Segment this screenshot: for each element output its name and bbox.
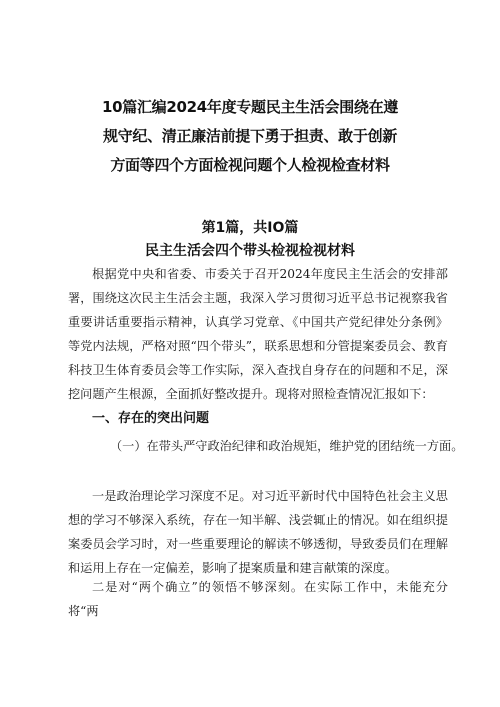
document-title-line-1: 10篇汇编2024年度专题民主生活会围绕在遵 xyxy=(101,98,399,116)
part-title: 民主生活会四个带头检视检视材料 xyxy=(145,243,355,259)
sub-heading: （一）在带头严守政治纪律和政治规矩，维护党的团结统一方面。 xyxy=(110,439,464,453)
intro-paragraph: 根据党中央和省委、市委关于召开2024年度民主生活会的安排部署，围绕这次民主生活会主题，我深入学习贯彻习近平总书记视察我省重要讲话重要指示精神，认真学习党章、《中国共产党纪律处分条例》等党内法规，严格对照“四个带头”，联系思想和分管提案委员会、教育科技卫生体育委员会等工作实际，深入查找自身存在的问题和不足，深挖问题产生根源，全面抓好整改提升。现将对照检查情况汇报如下： xyxy=(68,267,448,401)
section-heading: 一、存在的突出问题 xyxy=(92,411,210,426)
body-paragraph-2: 二是对“两个确立”的领悟不够深刻。在实际工作中，未能充分将“两 xyxy=(68,580,448,618)
document-title-line-3: 方面等四个方面检视问题个人检视检查材料 xyxy=(110,156,390,174)
part-label: 第1篇，共IO篇 xyxy=(201,220,299,236)
document-title-line-2: 规守纪、清正廉洁前提下勇于担责、敢于创新 xyxy=(102,127,397,145)
body-paragraph-1: 一是政治理论学习深度不足。对习近平新时代中国特色社会主义思想的学习不够深入系统，存在一知半解、浅尝辄止的情况。如在组织提案委员会学习时，对一些重要理论的解读不够透彻，导致委员们在理解和运用上存在一定偏差，影响了提案质量和建言献策的深度。 xyxy=(68,489,448,575)
